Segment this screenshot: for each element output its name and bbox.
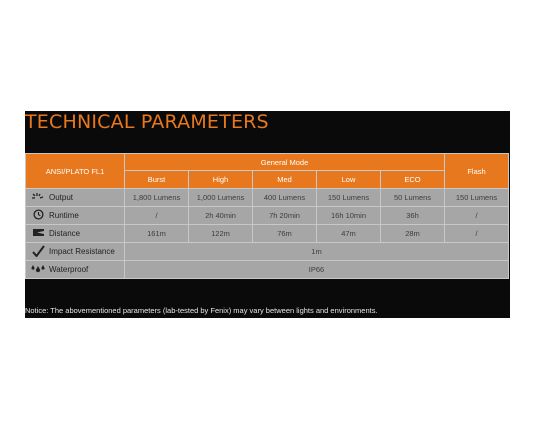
table-cell: / bbox=[445, 207, 509, 225]
table-cell: 1,000 Lumens bbox=[189, 189, 253, 207]
clock-icon bbox=[30, 209, 46, 222]
table-cell: 16h 10min bbox=[317, 207, 381, 225]
table-cell: 36h bbox=[381, 207, 445, 225]
header-mode-eco: ECO bbox=[381, 171, 445, 189]
row-label-distance: Distance bbox=[49, 229, 81, 238]
table-cell: 47m bbox=[317, 225, 381, 243]
row-label-output: Output bbox=[49, 193, 74, 202]
row-label-impact-resistance: Impact Resistance bbox=[49, 247, 115, 256]
notice-text: Notice: The abovementioned parameters (lab-tested by Fenix) may vary between lights and environments. bbox=[25, 306, 378, 315]
beam-icon bbox=[30, 228, 46, 239]
table-cell: 28m bbox=[381, 225, 445, 243]
row-runtime bbox=[26, 207, 509, 225]
header-standard: ANSI/PLATO FL1 bbox=[26, 154, 125, 189]
table-cell: 7h 20min bbox=[253, 207, 317, 225]
page-title: TECHNICAL PARAMETERS bbox=[25, 111, 269, 133]
checkmark-icon bbox=[30, 245, 46, 259]
header-flash: Flash bbox=[445, 154, 509, 189]
table-cell: IP66 bbox=[125, 261, 509, 279]
header-mode-low: Low bbox=[317, 171, 381, 189]
row-label-runtime: Runtime bbox=[49, 211, 79, 220]
table-cell: 50 Lumens bbox=[381, 189, 445, 207]
table-cell: / bbox=[125, 207, 189, 225]
header-general-mode: General Mode bbox=[125, 154, 445, 171]
table-cell: 1m bbox=[125, 243, 509, 261]
table-cell: / bbox=[445, 225, 509, 243]
table-cell: 2h 40min bbox=[189, 207, 253, 225]
spec-table bbox=[25, 153, 509, 279]
table-cell: 150 Lumens bbox=[317, 189, 381, 207]
row-distance bbox=[26, 225, 509, 243]
table-cell: 1,800 Lumens bbox=[125, 189, 189, 207]
table-cell: 76m bbox=[253, 225, 317, 243]
table-cell: 400 Lumens bbox=[253, 189, 317, 207]
technical-parameters-panel bbox=[25, 111, 510, 318]
water-drops-icon bbox=[30, 264, 46, 275]
header-mode-high: High bbox=[189, 171, 253, 189]
header-mode-med: Med bbox=[253, 171, 317, 189]
row-impact-resistance bbox=[26, 243, 509, 261]
light-rays-icon bbox=[30, 192, 46, 204]
table-cell: 150 Lumens bbox=[445, 189, 509, 207]
header-mode-burst: Burst bbox=[125, 171, 189, 189]
row-label-waterproof: Waterproof bbox=[49, 265, 89, 274]
table-cell: 161m bbox=[125, 225, 189, 243]
row-waterproof bbox=[26, 261, 509, 279]
table-cell: 122m bbox=[189, 225, 253, 243]
row-output bbox=[26, 189, 509, 207]
